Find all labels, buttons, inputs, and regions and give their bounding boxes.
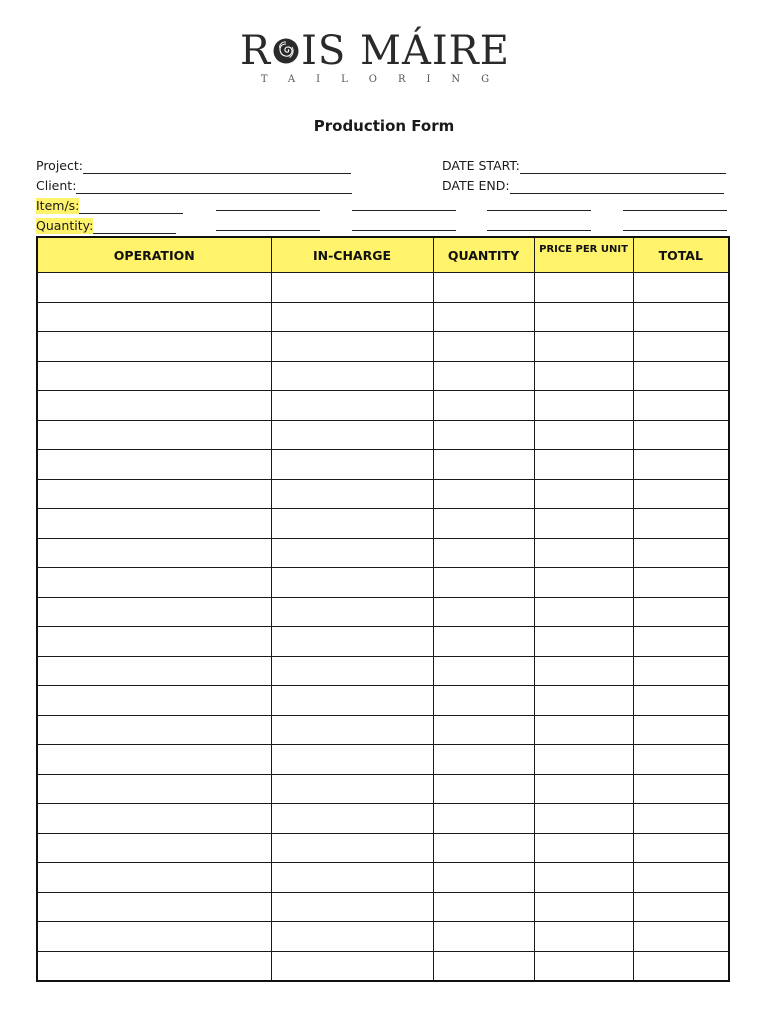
cell-price-per-unit[interactable] <box>534 361 633 391</box>
cell-price-per-unit[interactable] <box>534 479 633 509</box>
header-in-charge: IN-CHARGE <box>271 237 433 273</box>
cell-price-per-unit[interactable] <box>534 951 633 981</box>
table-row <box>37 863 729 893</box>
header-price-per-unit: PRICE PER UNIT <box>534 237 633 273</box>
table-row <box>37 627 729 657</box>
cell-price-per-unit[interactable] <box>534 922 633 952</box>
date-end-field[interactable] <box>442 178 724 194</box>
table-body <box>37 273 729 982</box>
table-row <box>37 597 729 627</box>
cell-total[interactable] <box>633 745 729 775</box>
date-end-input-line[interactable] <box>510 182 724 194</box>
cell-price-per-unit[interactable] <box>534 509 633 539</box>
page-title: Production Form <box>313 117 455 135</box>
cell-in-charge[interactable] <box>271 951 433 981</box>
cell-price-per-unit[interactable] <box>534 745 633 775</box>
table-row <box>37 450 729 480</box>
items-input-line-4[interactable] <box>487 210 591 211</box>
table-row <box>37 892 729 922</box>
cell-price-per-unit[interactable] <box>534 863 633 893</box>
table-row <box>37 951 729 981</box>
cell-total[interactable] <box>633 951 729 981</box>
brand-logo <box>233 30 517 92</box>
cell-in-charge[interactable] <box>271 627 433 657</box>
cell-in-charge[interactable] <box>271 538 433 568</box>
header-quantity: QUANTITY <box>433 237 534 273</box>
cell-total[interactable] <box>633 892 729 922</box>
cell-total[interactable] <box>633 273 729 303</box>
cell-in-charge[interactable] <box>271 774 433 804</box>
quantity-input-line-1[interactable] <box>93 222 176 234</box>
cell-in-charge[interactable] <box>271 715 433 745</box>
table-row <box>37 302 729 332</box>
client-label: Client: <box>36 178 77 193</box>
cell-total[interactable] <box>633 302 729 332</box>
cell-quantity[interactable] <box>433 332 534 362</box>
cell-quantity[interactable] <box>433 922 534 952</box>
cell-operation[interactable] <box>37 420 271 450</box>
table-row <box>37 391 729 421</box>
cell-operation[interactable] <box>37 922 271 952</box>
table-row <box>37 273 729 303</box>
cell-operation[interactable] <box>37 568 271 598</box>
cell-total[interactable] <box>633 391 729 421</box>
cell-operation[interactable] <box>37 332 271 362</box>
cell-total[interactable] <box>633 656 729 686</box>
table-row <box>37 715 729 745</box>
cell-total[interactable] <box>633 774 729 804</box>
cell-in-charge[interactable] <box>271 450 433 480</box>
items-input-line-5[interactable] <box>623 210 727 211</box>
cell-quantity[interactable] <box>433 863 534 893</box>
cell-total[interactable] <box>633 450 729 480</box>
table-row <box>37 420 729 450</box>
table-row <box>37 922 729 952</box>
items-field[interactable] <box>36 198 183 214</box>
cell-operation[interactable] <box>37 686 271 716</box>
cell-price-per-unit[interactable] <box>534 420 633 450</box>
cell-total[interactable] <box>633 420 729 450</box>
cell-in-charge[interactable] <box>271 597 433 627</box>
quantity-input-line-2[interactable] <box>216 230 320 231</box>
cell-in-charge[interactable] <box>271 686 433 716</box>
table-row <box>37 361 729 391</box>
quantity-field[interactable] <box>36 218 176 234</box>
cell-operation[interactable] <box>37 892 271 922</box>
cell-operation[interactable] <box>37 273 271 303</box>
cell-in-charge[interactable] <box>271 804 433 834</box>
cell-price-per-unit[interactable] <box>534 538 633 568</box>
cell-operation[interactable] <box>37 804 271 834</box>
cell-in-charge[interactable] <box>271 332 433 362</box>
quantity-label: Quantity: <box>36 218 94 233</box>
cell-price-per-unit[interactable] <box>534 391 633 421</box>
cell-operation[interactable] <box>37 627 271 657</box>
project-field[interactable] <box>36 158 351 174</box>
cell-total[interactable] <box>633 863 729 893</box>
cell-quantity[interactable] <box>433 538 534 568</box>
cell-price-per-unit[interactable] <box>534 332 633 362</box>
table-row <box>37 804 729 834</box>
cell-operation[interactable] <box>37 361 271 391</box>
items-input-line-2[interactable] <box>216 210 320 211</box>
items-input-line-1[interactable] <box>79 202 183 214</box>
items-input-line-3[interactable] <box>352 210 456 211</box>
cell-price-per-unit[interactable] <box>534 568 633 598</box>
cell-total[interactable] <box>633 509 729 539</box>
cell-operation[interactable] <box>37 715 271 745</box>
cell-in-charge[interactable] <box>271 509 433 539</box>
quantity-input-line-3[interactable] <box>352 230 456 231</box>
cell-total[interactable] <box>633 833 729 863</box>
cell-in-charge[interactable] <box>271 479 433 509</box>
cell-price-per-unit[interactable] <box>534 656 633 686</box>
client-input-line[interactable] <box>76 182 352 194</box>
table-row <box>37 479 729 509</box>
cell-quantity[interactable] <box>433 420 534 450</box>
cell-operation[interactable] <box>37 597 271 627</box>
logo-subtitle: TAILORING <box>260 74 511 85</box>
cell-total[interactable] <box>633 922 729 952</box>
cell-in-charge[interactable] <box>271 273 433 303</box>
header-total: TOTAL <box>633 237 729 273</box>
cell-operation[interactable] <box>37 863 271 893</box>
table-row <box>37 568 729 598</box>
logo-name-right: IS MÁIRE <box>301 28 510 74</box>
table-row <box>37 833 729 863</box>
items-label: Item/s: <box>36 198 80 213</box>
cell-operation[interactable] <box>37 951 271 981</box>
cell-operation[interactable] <box>37 302 271 332</box>
cell-total[interactable] <box>633 479 729 509</box>
cell-quantity[interactable] <box>433 597 534 627</box>
cell-in-charge[interactable] <box>271 833 433 863</box>
cell-quantity[interactable] <box>433 450 534 480</box>
cell-total[interactable] <box>633 715 729 745</box>
cell-quantity[interactable] <box>433 656 534 686</box>
cell-total[interactable] <box>633 804 729 834</box>
cell-price-per-unit[interactable] <box>534 273 633 303</box>
cell-operation[interactable] <box>37 479 271 509</box>
cell-operation[interactable] <box>37 774 271 804</box>
cell-total[interactable] <box>633 538 729 568</box>
cell-operation[interactable] <box>37 509 271 539</box>
date-end-label: DATE END: <box>442 178 510 193</box>
cell-total[interactable] <box>633 597 729 627</box>
cell-price-per-unit[interactable] <box>534 774 633 804</box>
project-input-line[interactable] <box>83 162 351 174</box>
cell-in-charge[interactable] <box>271 391 433 421</box>
table-row <box>37 509 729 539</box>
cell-total[interactable] <box>633 627 729 657</box>
cell-operation[interactable] <box>37 391 271 421</box>
cell-quantity[interactable] <box>433 892 534 922</box>
cell-quantity[interactable] <box>433 833 534 863</box>
cell-quantity[interactable] <box>433 715 534 745</box>
cell-price-per-unit[interactable] <box>534 302 633 332</box>
table-row <box>37 745 729 775</box>
cell-total[interactable] <box>633 568 729 598</box>
header-operation: OPERATION <box>37 237 271 273</box>
cell-price-per-unit[interactable] <box>534 804 633 834</box>
cell-in-charge[interactable] <box>271 420 433 450</box>
table-header-row <box>37 237 729 273</box>
cell-total[interactable] <box>633 686 729 716</box>
cell-total[interactable] <box>633 361 729 391</box>
cell-in-charge[interactable] <box>271 863 433 893</box>
cell-in-charge[interactable] <box>271 302 433 332</box>
table-row <box>37 686 729 716</box>
date-start-input-line[interactable] <box>520 162 726 174</box>
cell-price-per-unit[interactable] <box>534 450 633 480</box>
production-table <box>36 236 730 982</box>
logo-name-left: R <box>239 28 272 74</box>
cell-quantity[interactable] <box>433 568 534 598</box>
cell-quantity[interactable] <box>433 509 534 539</box>
cell-in-charge[interactable] <box>271 922 433 952</box>
client-field[interactable] <box>36 178 352 194</box>
cell-quantity[interactable] <box>433 391 534 421</box>
cell-operation[interactable] <box>37 450 271 480</box>
cell-quantity[interactable] <box>433 302 534 332</box>
project-label: Project: <box>36 158 83 173</box>
cell-quantity[interactable] <box>433 774 534 804</box>
table-row <box>37 538 729 568</box>
cell-operation[interactable] <box>37 833 271 863</box>
cell-price-per-unit[interactable] <box>534 833 633 863</box>
date-start-field[interactable] <box>442 158 726 174</box>
cell-quantity[interactable] <box>433 804 534 834</box>
logo-wordmark <box>233 30 517 72</box>
cell-price-per-unit[interactable] <box>534 892 633 922</box>
cell-price-per-unit[interactable] <box>534 627 633 657</box>
cell-price-per-unit[interactable] <box>534 715 633 745</box>
rose-icon <box>272 37 300 65</box>
cell-quantity[interactable] <box>433 627 534 657</box>
cell-operation[interactable] <box>37 538 271 568</box>
date-start-label: DATE START: <box>442 158 520 173</box>
cell-quantity[interactable] <box>433 686 534 716</box>
table-row <box>37 656 729 686</box>
cell-quantity[interactable] <box>433 361 534 391</box>
cell-quantity[interactable] <box>433 951 534 981</box>
cell-in-charge[interactable] <box>271 892 433 922</box>
cell-in-charge[interactable] <box>271 568 433 598</box>
quantity-input-line-4[interactable] <box>487 230 591 231</box>
cell-quantity[interactable] <box>433 479 534 509</box>
cell-total[interactable] <box>633 332 729 362</box>
table-row <box>37 774 729 804</box>
cell-operation[interactable] <box>37 656 271 686</box>
cell-in-charge[interactable] <box>271 361 433 391</box>
table-row <box>37 332 729 362</box>
cell-in-charge[interactable] <box>271 745 433 775</box>
cell-in-charge[interactable] <box>271 656 433 686</box>
cell-quantity[interactable] <box>433 273 534 303</box>
cell-price-per-unit[interactable] <box>534 686 633 716</box>
cell-quantity[interactable] <box>433 745 534 775</box>
cell-price-per-unit[interactable] <box>534 597 633 627</box>
cell-operation[interactable] <box>37 745 271 775</box>
quantity-input-line-5[interactable] <box>623 230 727 231</box>
